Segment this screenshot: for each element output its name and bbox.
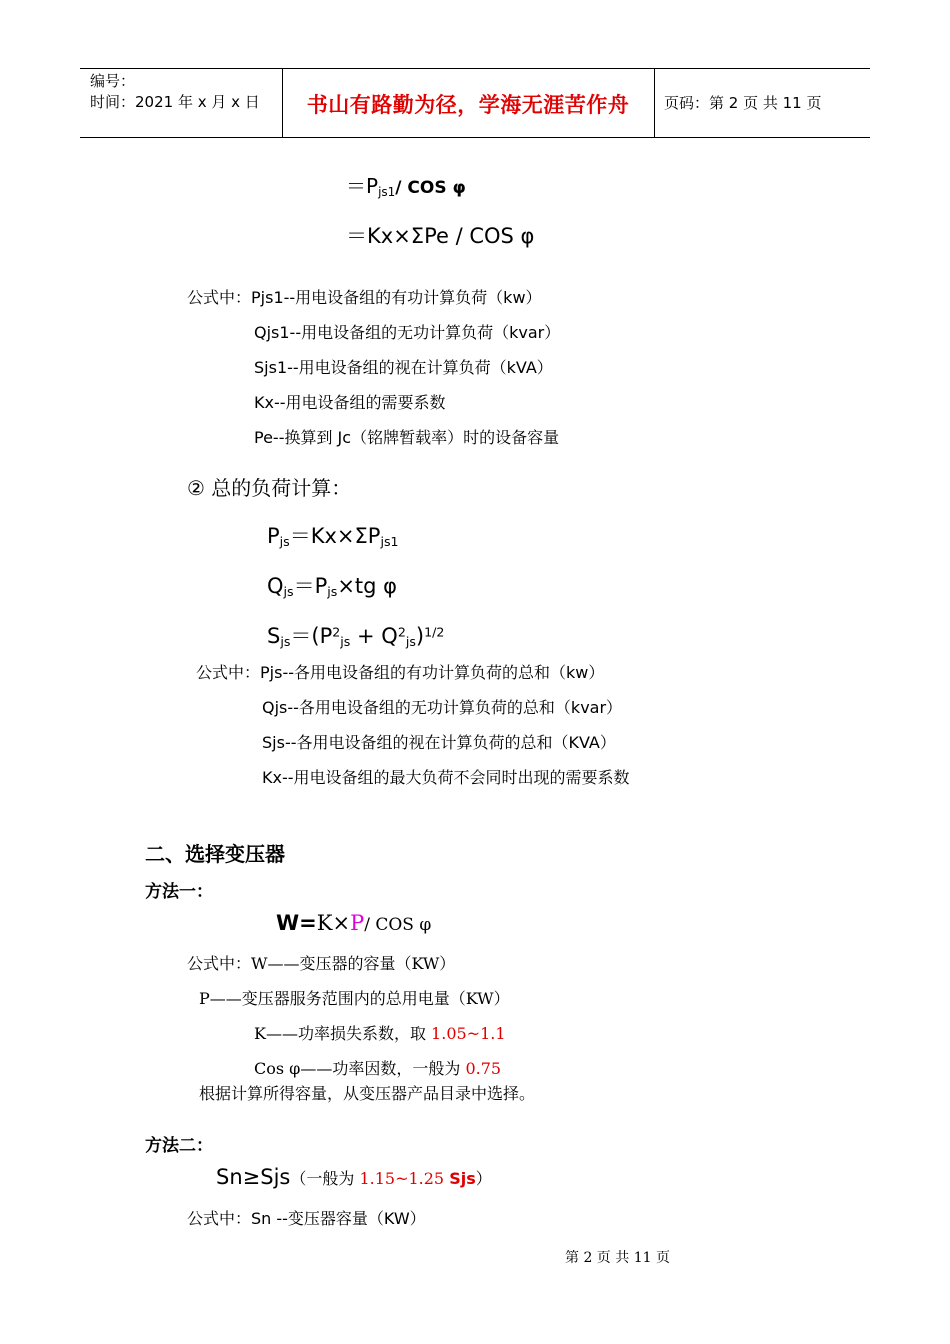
line-text: K——功率损失系数，取: [254, 1024, 432, 1043]
formula-qjs: [267, 570, 397, 600]
time-label: 时间：2021 年 x 月 x 日: [90, 93, 260, 111]
desc-item: Sjs--各用电设备组的视在计算负荷的总和（KVA）: [262, 733, 616, 752]
method1-line: 公式中：W——变压器的容量（KW）: [187, 954, 456, 973]
desc-prefix: 公式中：: [187, 288, 252, 307]
formula-value-red: Sjs: [449, 1169, 476, 1188]
formula-subscript: js: [280, 634, 291, 650]
desc-item: Pjs1--用电设备组的有功计算负荷（kw）: [251, 288, 542, 307]
formula-text: ＝(P: [290, 624, 333, 648]
formula-text: ×tg φ: [337, 574, 398, 598]
formula-value-red: 1.15~1.25: [359, 1169, 450, 1188]
formula-sn: [216, 1165, 492, 1189]
page-header: [80, 68, 870, 138]
desc-item: Sjs1--用电设备组的视在计算负荷（kVA）: [254, 358, 553, 377]
formula-text-highlight: P: [350, 911, 365, 935]
page-footer: 第 2 页 共 11 页: [565, 1250, 670, 1266]
formula-text: P: [267, 524, 280, 548]
header-divider: [654, 69, 655, 137]
formula-subscript: js: [279, 534, 290, 550]
method-two-label: 方法二：: [145, 1136, 213, 1156]
formula-text: W=: [276, 911, 317, 935]
section-title: ② 总的负荷计算：: [187, 476, 352, 500]
desc-item: Qjs--各用电设备组的无功计算负荷的总和（kvar）: [262, 698, 623, 717]
formula-text: ）: [475, 1169, 492, 1188]
method1-line: P——变压器服务范围内的总用电量（KW）: [199, 989, 510, 1008]
desc-item: Pe--换算到 Jc（铭牌暂载率）时的设备容量: [254, 428, 560, 447]
formula-sjs: [267, 620, 444, 650]
method2-line: 公式中：Sn --变压器容量（KW）: [187, 1209, 426, 1228]
formula-subscript: js: [283, 584, 294, 600]
line-value-red: 0.75: [465, 1059, 502, 1078]
formula-text: ＝P: [293, 574, 328, 598]
formula-text: K×: [316, 911, 351, 935]
formula-subscript: js: [405, 634, 416, 650]
formula-subscript: js1: [380, 534, 399, 550]
number-label: 编号：: [90, 72, 136, 90]
formula-subscript: js: [327, 584, 338, 600]
formula-pjs1-cos: [346, 170, 466, 199]
formula-text: Q: [267, 574, 284, 598]
header-meta: [90, 71, 260, 113]
formula-subscript: js: [340, 634, 351, 650]
header-motto: 书山有路勤为径，学海无涯苦作舟: [306, 93, 630, 117]
desc-item: Pjs--各用电设备组的有功计算负荷的总和（kw）: [260, 663, 605, 682]
line-value-red: 1.05~1.1: [431, 1024, 506, 1043]
desc-item: Qjs1--用电设备组的无功计算负荷（kvar）: [254, 323, 561, 342]
desc2-line: [196, 660, 604, 683]
formula-text: / COS φ: [364, 915, 432, 935]
desc-prefix: 公式中：: [196, 663, 261, 682]
formula-text: + Q: [350, 624, 398, 648]
formula-pjs: [267, 520, 399, 550]
formula-text: / COS φ: [395, 178, 466, 198]
formula-superscript: 2: [332, 624, 341, 640]
desc-item: Kx--用电设备组的需要系数: [254, 393, 446, 412]
desc-item: Kx--用电设备组的最大负荷不会同时出现的需要系数: [262, 768, 630, 787]
method1-line: [254, 1056, 501, 1079]
formula-w: [276, 911, 431, 935]
method-one-label: 方法一：: [145, 882, 213, 902]
formula-text: ＝Kx×ΣP: [289, 524, 381, 548]
formula-kx-pe-cos: ＝Kx×ΣPe / COS φ: [346, 224, 535, 248]
method1-line: [254, 1021, 506, 1044]
formula-text: ＝P: [346, 174, 379, 198]
formula-text: ): [415, 624, 425, 648]
formula-text: S: [267, 624, 281, 648]
formula-text: （一般为: [290, 1169, 360, 1188]
desc1-line: [187, 285, 542, 308]
method1-note: 根据计算所得容量，从变压器产品目录中选择。: [199, 1084, 536, 1103]
section-heading-transformer: 二、选择变压器: [145, 842, 285, 866]
formula-subscript: js1: [378, 185, 396, 199]
formula-superscript: 2: [397, 624, 406, 640]
formula-superscript: 1/2: [424, 624, 445, 640]
line-text: Cos φ——功率因数，一般为: [254, 1059, 466, 1078]
formula-text: Sn≥Sjs: [216, 1165, 291, 1189]
header-page-info: 页码：第 2 页 共 11 页: [664, 94, 822, 112]
